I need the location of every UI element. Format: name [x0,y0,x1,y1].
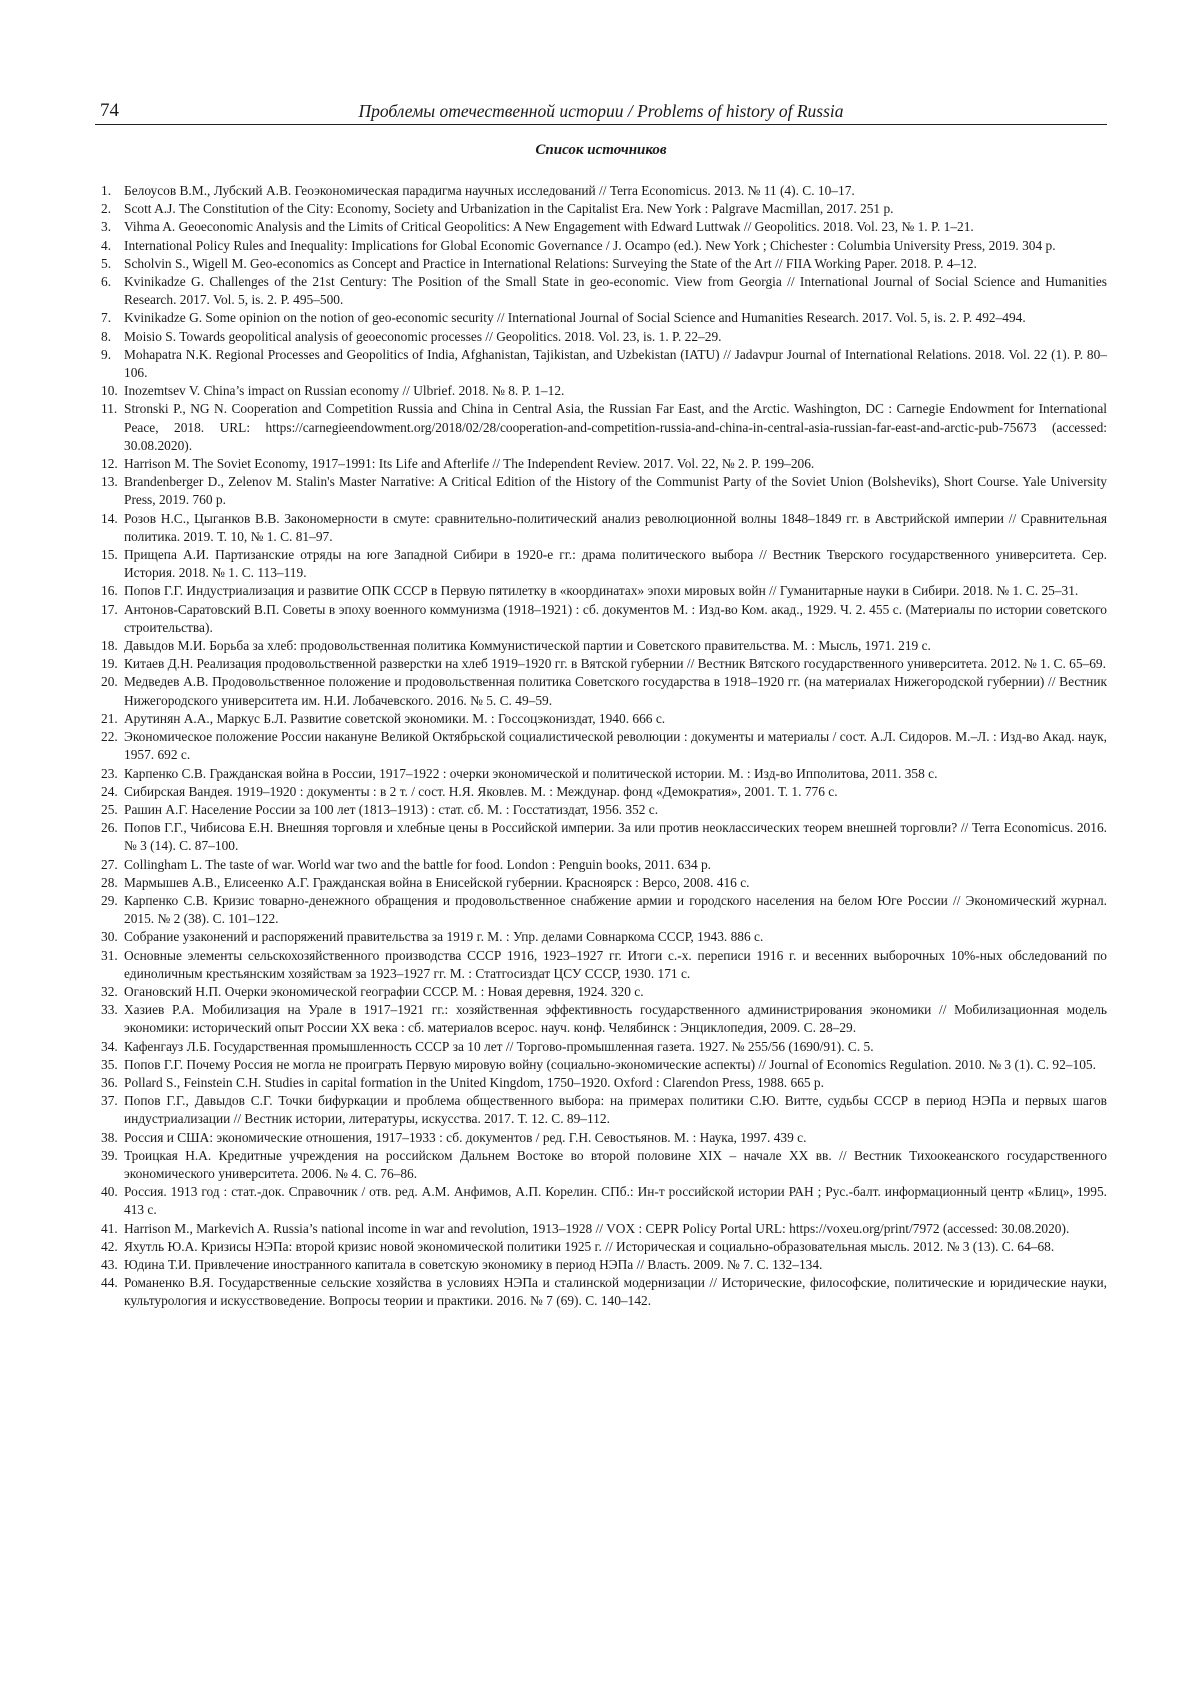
reference-item [95,637,1107,655]
reference-text: Harrison M. The Soviet Economy, 1917–1991: Its Life and Afterlife // The Independent Review. 2017. Vol. 22, № 2. P. 199–206. [124,456,815,472]
reference-item [95,1238,1107,1256]
reference-text: Pollard S., Feinstein C.H. Studies in capital formation in the United Kingdom, 1750–1920. Oxford : Clarendon Press, 1988. 665 p. [124,1074,824,1090]
reference-item [95,892,1107,928]
reference-item [95,710,1107,728]
reference-item [95,655,1107,673]
reference-item [95,1183,1107,1219]
reference-item [95,1129,1107,1147]
reference-item [95,328,1107,346]
reference-number: 32. [101,983,118,999]
reference-item [95,273,1107,309]
reference-item [95,1220,1107,1238]
reference-item [95,928,1107,946]
reference-item [95,1074,1107,1092]
reference-text: Яхутль Ю.А. Кризисы НЭПа: второй кризис новой экономической политики 1925 г. // Историческая и социально-образовательная мысль. 2012. № 3 (13). С. 64–68. [124,1238,1055,1254]
reference-text: Vihma A. Geoeconomic Analysis and the Limits of Critical Geopolitics: A New Engagement with Edward Luttwak // Geopolitics. 2018. Vol. 23, № 1. P. 1–21. [124,219,974,235]
reference-text: Kvinikadze G. Challenges of the 21st Century: The Position of the Small State in geo-economic. View from Georgia // International Journal of Social Science and Humanities Research. 2017. Vol. 5, is. 2. P. 495–500. [124,274,1107,308]
reference-number: 23. [101,765,118,781]
reference-item [95,182,1107,200]
section-title: Список источников [535,142,667,158]
reference-item [95,510,1107,546]
reference-number: 16. [101,583,118,599]
reference-text: Антонов-Саратовский В.П. Советы в эпоху военного коммунизма (1918–1921) : сб. документов М. : Изд-во Ком. акад., 1929. Ч. 2. 455 с. (Материалы по истории советского строительства). [124,601,1107,635]
reference-text: Попов Г.Г. Почему Россия не могла не проиграть Первую мировую войну (социально-экономические аспекты) // Journal of Economics Regulation. 2010. № 3 (1). С. 92–105. [124,1056,1096,1072]
reference-number: 38. [101,1129,118,1145]
reference-number: 27. [101,856,118,872]
reference-item [95,819,1107,855]
reference-number: 12. [101,456,118,472]
reference-item [95,382,1107,400]
reference-number: 19. [101,656,118,672]
reference-text: Попов Г.Г. Индустриализация и развитие ОПК СССР в Первую пятилетку в «координатах» эпохи мировых войн // Гуманитарные науки в Сибири. 2018. № 1. С. 25–31. [124,583,1079,599]
reference-number: 17. [101,601,118,617]
reference-text: Сибирская Вандея. 1919–1920 : документы : в 2 т. / сост. Н.Я. Яковлев. М. : Междунар. фонд «Демократия», 2001. Т. 1. 776 с. [124,783,838,799]
reference-text: Harrison M., Markevich A. Russia’s national income in war and revolution, 1913–1928 // VOX : CEPR Policy Portal URL: https://voxeu.org/print/7972 (accessed: 30.08.2020). [124,1220,1070,1236]
reference-number: 30. [101,929,118,945]
reference-item [95,673,1107,709]
reference-text: Розов Н.С., Цыганков В.В. Закономерности в смуте: сравнительно-политический анализ революционной волны 1848–1849 гг. в Австрийской империи // Сравнительная политика. 2019. Т. 10, № 1. С. 81–97. [124,510,1107,544]
reference-number: 21. [101,710,118,726]
reference-item [95,1256,1107,1274]
reference-text: Давыдов М.И. Борьба за хлеб: продовольственная политика Коммунистической партии и Советского правительства. М. : Мысль, 1971. 219 с. [124,638,931,654]
reference-number: 33. [101,1002,118,1018]
reference-number: 13. [101,474,118,490]
reference-number: 4. [101,237,112,253]
reference-item [95,218,1107,236]
running-header [95,100,1107,125]
reference-text: Collingham L. The taste of war. World war two and the battle for food. London : Penguin books, 2011. 634 p. [124,856,712,872]
reference-item [95,1092,1107,1128]
reference-item [95,801,1107,819]
reference-item [95,346,1107,382]
reference-item [95,601,1107,637]
reference-text: Попов Г.Г., Чибисова Е.Н. Внешняя торговля и хлебные цены в Российской империи. За или против неоклассических теорем внешней торговли? // Terra Economicus. 2016. № 3 (14). С. 87–100. [124,820,1107,854]
reference-item [95,1038,1107,1056]
reference-number: 10. [101,383,118,399]
reference-text: Прищепа А.И. Партизанские отряды на юге Западной Сибири в 1920-е гг.: драма политического выбора // Вестник Тверского государственного университета. Сер. История. 2018. № 1. С. 113–119. [124,547,1107,581]
reference-text: Scholvin S., Wigell M. Geo-economics as Concept and Practice in International Relations: Surveying the State of the Art // FIIA Working Paper. 2018. P. 4–12. [124,255,977,271]
reference-text: Арутинян А.А., Маркус Б.Л. Развитие советской экономики. М. : Госсоцэкониздат, 1940. 666 с. [124,710,666,726]
reference-text: Kvinikadze G. Some opinion on the notion of geo-economic security // International Journal of Social Science and Humanities Research. 2017. Vol. 5, is. 2. P. 492–494. [124,310,1026,326]
reference-number: 31. [101,947,118,963]
reference-item [95,455,1107,473]
reference-item [95,1056,1107,1074]
reference-text: Романенко В.Я. Государственные сельские хозяйства в условиях НЭПа и сталинской модернизации // Исторические, философские, политические и юридические науки, культурология и искусствоведение. Вопросы теории и практики. 2016. № 7 (69). С. 140–142. [124,1275,1107,1309]
reference-number: 34. [101,1038,118,1054]
reference-number: 43. [101,1256,118,1272]
reference-text: Белоусов В.М., Лубский А.В. Геоэкономическая парадигма научных исследований // Terra Economicus. 2013. № 11 (4). С. 10–17. [124,183,855,198]
reference-text: International Policy Rules and Inequality: Implications for Global Economic Governance / J. Ocampo (ed.). New York ; Chichester : Columbia University Press, 2019. 304 p. [124,237,1056,253]
reference-item [95,255,1107,273]
reference-item [95,1001,1107,1037]
reference-number: 40. [101,1184,118,1200]
reference-number: 14. [101,510,118,526]
reference-text: Карпенко С.В. Гражданская война в России, 1917–1922 : очерки экономической и политической истории. М. : Изд-во Ипполитова, 2011. 358 с. [124,765,938,781]
reference-number: 3. [101,219,112,235]
reference-item [95,1147,1107,1183]
reference-item [95,546,1107,582]
reference-number: 7. [101,310,112,326]
reference-number: 18. [101,638,118,654]
reference-list [95,182,1107,1311]
reference-text: Stronski P., NG N. Cooperation and Competition Russia and China in Central Asia, the Russian Far East, and the Arctic. Washington, DC : Carnegie Endowment for International Peace, 2018. URL: https://carnegieendowment.org/2018/02/28/cooperation-and-competition-russia-and-china-in-central-asia-russian-far-east-and-arctic-pub-75673 (accessed: 30.08.2020). [124,401,1107,453]
reference-number: 8. [101,328,112,344]
reference-text: Мармышев А.В., Елисеенко А.Г. Гражданская война в Енисейской губернии. Красноярск : Версо, 2008. 416 с. [124,874,750,890]
reference-number: 1. [101,183,112,198]
reference-number: 15. [101,547,118,563]
reference-text: Россия и США: экономические отношения, 1917–1933 : сб. документов / ред. Г.Н. Севостьянов. М. : Наука, 1997. 439 с. [124,1129,807,1145]
reference-number: 42. [101,1238,118,1254]
reference-item [95,783,1107,801]
reference-number: 25. [101,801,118,817]
reference-item [95,1274,1107,1310]
reference-text: Карпенко С.В. Кризис товарно-денежного обращения и продовольственное снабжение армии и городского населения на белом Юге России // Экономический журнал. 2015. № 2 (38). С. 101–122. [124,892,1107,927]
reference-item [95,728,1107,764]
reference-text: Brandenberger D., Zelenov M. Stalin's Master Narrative: A Critical Edition of the History of the Communist Party of the Soviet Union (Bolsheviks), Short Course. Yale University Press, 2019. 760 p. [124,474,1107,508]
journal-title: Проблемы отечественной истории / Problems of history of Russia [358,101,844,121]
reference-text: Юдина Т.И. Привлечение иностранного капитала в советскую экономику в период НЭПа // Власть. 2009. № 7. С. 132–134. [124,1256,823,1272]
reference-number: 39. [101,1147,118,1163]
reference-item [95,473,1107,509]
reference-number: 5. [101,255,112,271]
reference-text: Собрание узаконений и распоряжений правительства за 1919 г. М. : Упр. делами Совнаркома СССР, 1943. 886 с. [124,929,764,945]
reference-text: Moisio S. Towards geopolitical analysis of geoeconomic processes // Geopolitics. 2018. Vol. 23, is. 1. P. 22–29. [124,328,722,344]
reference-number: 28. [101,874,118,890]
reference-item [95,400,1107,455]
reference-number: 6. [101,274,112,290]
reference-text: Scott A.J. The Constitution of the City: Economy, Society and Urbanization in the Capitalist Era. New York : Palgrave Macmillan, 2017. 251 p. [124,201,894,217]
reference-text: Россия. 1913 год : стат.-док. Справочник / отв. ред. А.М. Анфимов, А.П. Корелин. СПб.: Ин-т российской истории РАН ; Рус.-балт. информационный центр «Блиц», 1995. 413 с. [124,1184,1107,1218]
reference-text: Рашин А.Г. Население России за 100 лет (1813–1913) : стат. сб. М. : Госстатиздат, 1956. 352 с. [124,801,659,817]
reference-item [95,237,1107,255]
reference-text: Mohapatra N.K. Regional Processes and Geopolitics of India, Afghanistan, Tajikistan, and Uzbekistan (IATU) // Jadavpur Journal of International Relations. 2018. Vol. 22 (1). P. 80–106. [124,346,1107,381]
reference-number: 11. [101,401,118,417]
reference-number: 41. [101,1220,118,1236]
reference-number: 9. [101,346,112,362]
reference-item [95,309,1107,327]
reference-number: 24. [101,783,118,799]
reference-text: Хазиев Р.А. Мобилизация на Урале в 1917–1921 гг.: хозяйственная эффективность государственного администрирования экономики // Мобилизационная модель экономики: исторический опыт России ХХ века : сб. материалов всерос. науч. конф. Челябинск : Энциклопедия, 2009. С. 28–29. [124,1002,1107,1036]
reference-item [95,983,1107,1001]
reference-text: Кафенгауз Л.Б. Государственная промышленность СССР за 10 лет // Торгово-промышленная газета. 1927. № 255/56 (1690/91). С. 5. [124,1038,874,1054]
reference-number: 20. [101,674,118,690]
reference-text: Экономическое положение России накануне Великой Октябрьской социалистической революции : документы и материалы / сост. А.Л. Сидоров. М.–Л. : Изд-во Акад. наук, 1957. 692 с. [124,729,1107,763]
reference-number: 2. [101,201,112,217]
reference-item [95,765,1107,783]
reference-text: Троицкая Н.А. Кредитные учреждения на российском Дальнем Востоке во второй половине XIX – начале XX вв. // Вестник Тихоокеанского государственного экономического университета. 2006. № 4. С. 76–86. [124,1147,1107,1181]
reference-number: 29. [101,892,118,908]
reference-text: Китаев Д.Н. Реализация продовольственной разверстки на хлеб 1919–1920 гг. в Вятской губернии // Вестник Вятского государственного университета. 2012. № 1. С. 65–69. [124,656,1106,672]
reference-number: 22. [101,729,118,745]
reference-text: Основные элементы сельскохозяйственного производства СССР 1916, 1923–1927 гг. Итоги с.-х. переписи 1916 г. и весенних выборочных 10%-ных обследований по единоличным крестьянским хозяйствам за 1923–1927 гг. М. : Статгосиздат ЦСУ СССР, 1930. 171 с. [124,947,1107,981]
reference-item [95,874,1107,892]
reference-item [95,582,1107,600]
reference-item [95,200,1107,218]
page-number: 74 [100,100,119,121]
reference-text: Огановский Н.П. Очерки экономической географии СССР. М. : Новая деревня, 1924. 320 с. [124,983,644,999]
reference-number: 44. [101,1275,118,1291]
reference-number: 26. [101,820,118,836]
reference-number: 35. [101,1056,118,1072]
page [95,100,1107,1311]
reference-item [95,947,1107,983]
reference-number: 36. [101,1074,118,1090]
reference-item [95,856,1107,874]
reference-text: Inozemtsev V. China’s impact on Russian economy // Ulbrief. 2018. № 8. P. 1–12. [124,383,565,399]
reference-number: 37. [101,1093,118,1109]
reference-text: Медведев А.В. Продовольственное положение и продовольственная политика Советского государства в 1918–1920 гг. (на материалах Нижегородской губернии) // Вестник Нижегородского университета им. Н.И. Лобачевского. 2016. № 5. С. 49–59. [124,674,1107,708]
reference-text: Попов Г.Г., Давыдов С.Г. Точки бифуркации и проблема общественного выбора: на примерах политики С.Ю. Витте, судьбы СССР в период НЭПа и первых шагов индустриализации // Вестник истории, литературы, искусства. 2017. Т. 12. С. 89–112. [124,1093,1107,1127]
